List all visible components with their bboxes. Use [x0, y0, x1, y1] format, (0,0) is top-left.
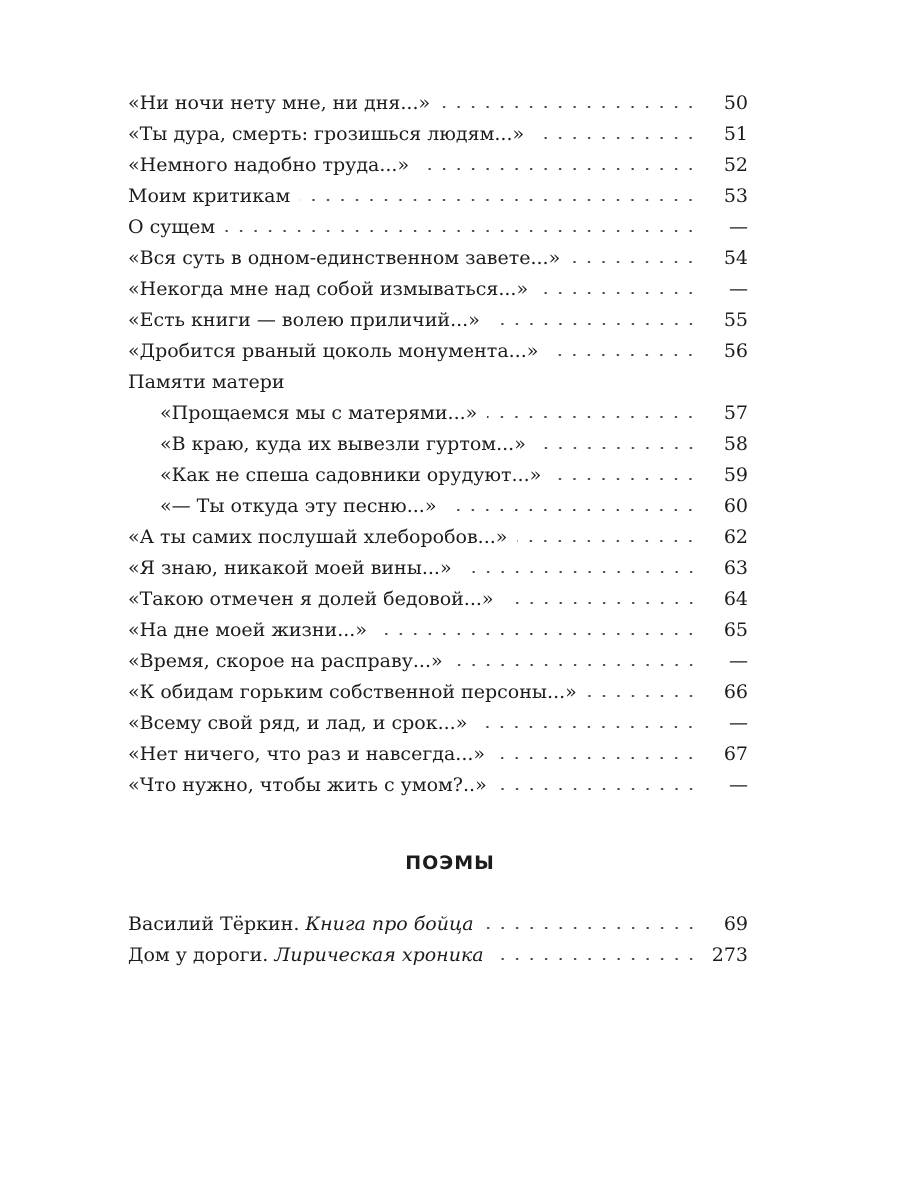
toc-entry-title	[128, 909, 474, 940]
toc-entry-title	[128, 770, 487, 801]
toc-entry-title	[128, 584, 494, 615]
toc-entry	[128, 522, 748, 553]
dot-leader	[536, 447, 698, 449]
toc-entry	[128, 460, 748, 491]
toc-entry-subtitle: Лирическая хроника	[274, 944, 484, 966]
toc-entry-page-number: 53	[723, 185, 748, 207]
toc-entry-title	[128, 739, 485, 770]
toc-entry-subtitle: Книга про бойца	[305, 913, 474, 935]
dot-leader	[225, 230, 698, 232]
dot-leader	[517, 540, 698, 542]
toc-main-list	[128, 88, 748, 367]
toc-entry	[128, 119, 748, 150]
toc-entry-page-number: 58	[723, 433, 748, 455]
toc-entry-title-text: «Как не спеша садовники орудуют...»	[160, 464, 542, 486]
toc-entry-title-text: «Есть книги — волею приличий...»	[128, 309, 480, 331]
dot-leader	[490, 323, 698, 325]
dot-leader	[453, 664, 698, 666]
toc-entry-page-number: 65	[723, 619, 748, 641]
toc-entry	[128, 274, 748, 305]
toc-entry	[128, 940, 748, 971]
toc-entry	[128, 305, 748, 336]
toc-entry-title	[128, 553, 452, 584]
toc-entry-title-text: «На дне моей жизни...»	[128, 619, 367, 641]
toc-entry-title-text: «К обидам горьким собственной персоны...»	[128, 681, 577, 703]
toc-entry	[128, 398, 748, 429]
toc-entry-page-number: —	[729, 650, 748, 672]
toc-entry-page-number: 55	[723, 309, 748, 331]
toc-entry-page-number: 52	[723, 154, 748, 176]
toc-entry-title	[128, 243, 560, 274]
toc-entry-title-text: Василий Тёркин.	[128, 913, 300, 935]
toc-entry-page-number: —	[729, 774, 748, 796]
toc-entry-title	[160, 429, 526, 460]
toc-entry-title-text: Дом у дороги.	[128, 944, 269, 966]
toc-entry-title	[160, 460, 541, 491]
poems-section-title: ПОЭМЫ	[405, 852, 495, 874]
toc-entry	[128, 909, 748, 940]
dot-leader	[440, 106, 698, 108]
toc-entry-page-number: 60	[723, 495, 748, 517]
dot-leader	[484, 927, 698, 929]
toc-entry-title-text: «Вся суть в одном-единственном завете...»	[128, 247, 561, 269]
toc-entry	[128, 553, 748, 584]
dot-leader	[494, 958, 698, 960]
dot-leader	[538, 292, 698, 294]
toc-entry-title-text: «Ни ночи нету мне, ни дня...»	[128, 92, 431, 114]
toc-entry-title	[128, 181, 290, 212]
toc-entry-page-number: 56	[723, 340, 748, 362]
toc-entry-page-number: 51	[723, 123, 748, 145]
dot-leader	[551, 478, 698, 480]
toc-entry-title-text: «Всему свой ряд, и лад, и срок...»	[128, 712, 468, 734]
toc-cycle-list	[128, 398, 748, 522]
toc-entry-page-number: 50	[723, 92, 748, 114]
toc-entry-page-number: 64	[723, 588, 748, 610]
dot-leader	[487, 416, 698, 418]
dot-leader	[548, 354, 698, 356]
dot-leader	[462, 571, 698, 573]
toc-poems-list	[128, 909, 748, 971]
cycle-heading: Памяти матери	[128, 371, 285, 393]
toc-entry	[128, 243, 748, 274]
toc-entry-title	[160, 491, 436, 522]
toc-entry-page-number: —	[729, 278, 748, 300]
toc-entry-title	[128, 305, 480, 336]
toc-entry	[128, 429, 748, 460]
dot-leader	[504, 602, 698, 604]
toc-entry-title	[128, 212, 215, 243]
toc-entry-title-text: «Нет ничего, что раз и навсегда...»	[128, 743, 486, 765]
toc-entry-page-number: 63	[723, 557, 748, 579]
toc-entry-title	[128, 615, 367, 646]
toc-entry-title-text: «Что нужно, чтобы жить с умом?..»	[128, 774, 487, 796]
toc-entry-title-text: «Ты дура, смерть: грозишься людям...»	[128, 123, 525, 145]
toc-entry-title	[128, 677, 577, 708]
toc-entry-title	[128, 150, 409, 181]
toc-entry-title-text: «— Ты откуда эту песню...»	[160, 495, 437, 517]
toc-entry-page-number: 273	[711, 944, 748, 966]
toc-entry-page-number: 67	[723, 743, 748, 765]
dot-leader	[377, 633, 698, 635]
toc-entry-title-text: «Такою отмечен я долей бедовой...»	[128, 588, 494, 610]
toc-entry	[128, 770, 748, 801]
toc-entry-title-text: «Время, скорое на расправу...»	[128, 650, 443, 672]
toc-entry-title-text: «Некогда мне над собой измываться...»	[128, 278, 529, 300]
toc-entry-page-number: 69	[723, 913, 748, 935]
toc-entry	[128, 677, 748, 708]
toc-entry-page-number: 59	[723, 464, 748, 486]
toc-entry-title-text: «Я знаю, никакой моей вины...»	[128, 557, 452, 579]
toc-entry-title-text: «В краю, куда их вывезли гуртом...»	[160, 433, 526, 455]
toc-entry-title-text: «Прощаемся мы с матерями...»	[160, 402, 478, 424]
toc-entry-page-number: 54	[723, 247, 748, 269]
toc-entry-title	[128, 336, 538, 367]
toc-entry-title	[128, 119, 524, 150]
dot-leader	[495, 757, 698, 759]
toc-entry	[128, 212, 748, 243]
table-of-contents-poems	[128, 909, 748, 971]
toc-entry-page-number: 66	[723, 681, 748, 703]
toc-entry	[128, 336, 748, 367]
toc-after-list	[128, 522, 748, 801]
toc-entry	[128, 150, 748, 181]
dot-leader	[497, 788, 698, 790]
toc-entry-page-number: 57	[723, 402, 748, 424]
dot-leader	[534, 137, 698, 139]
toc-entry-title-text: «Немного надобно труда...»	[128, 154, 410, 176]
toc-entry	[128, 584, 748, 615]
toc-entry	[128, 739, 748, 770]
toc-entry	[128, 708, 748, 739]
toc-entry-title-text: Моим критикам	[128, 185, 291, 207]
toc-entry-title	[128, 522, 507, 553]
toc-entry-page-number: —	[729, 216, 748, 238]
toc-entry-title	[128, 708, 467, 739]
toc-entry-title	[128, 88, 430, 119]
dot-leader	[419, 168, 698, 170]
toc-entry	[128, 491, 748, 522]
toc-entry-title	[160, 398, 477, 429]
toc-entry-title	[128, 646, 443, 677]
dot-leader	[587, 695, 698, 697]
toc-entry	[128, 646, 748, 677]
toc-entry-title-text: «Дробится рваный цоколь монумента...»	[128, 340, 539, 362]
toc-entry-title	[128, 274, 528, 305]
toc-entry	[128, 615, 748, 646]
toc-entry	[128, 88, 748, 119]
dot-leader	[570, 261, 698, 263]
toc-entry-title-text: «А ты самих послушай хлеборобов...»	[128, 526, 508, 548]
dot-leader	[446, 509, 698, 511]
toc-entry-page-number: 62	[723, 526, 748, 548]
dot-leader	[477, 726, 698, 728]
toc-entry-title-text: О сущем	[128, 216, 216, 238]
dot-leader	[300, 199, 698, 201]
table-of-contents-lyrics	[128, 88, 748, 801]
toc-entry-title	[128, 940, 484, 971]
toc-entry-page-number: —	[729, 712, 748, 734]
toc-entry	[128, 181, 748, 212]
